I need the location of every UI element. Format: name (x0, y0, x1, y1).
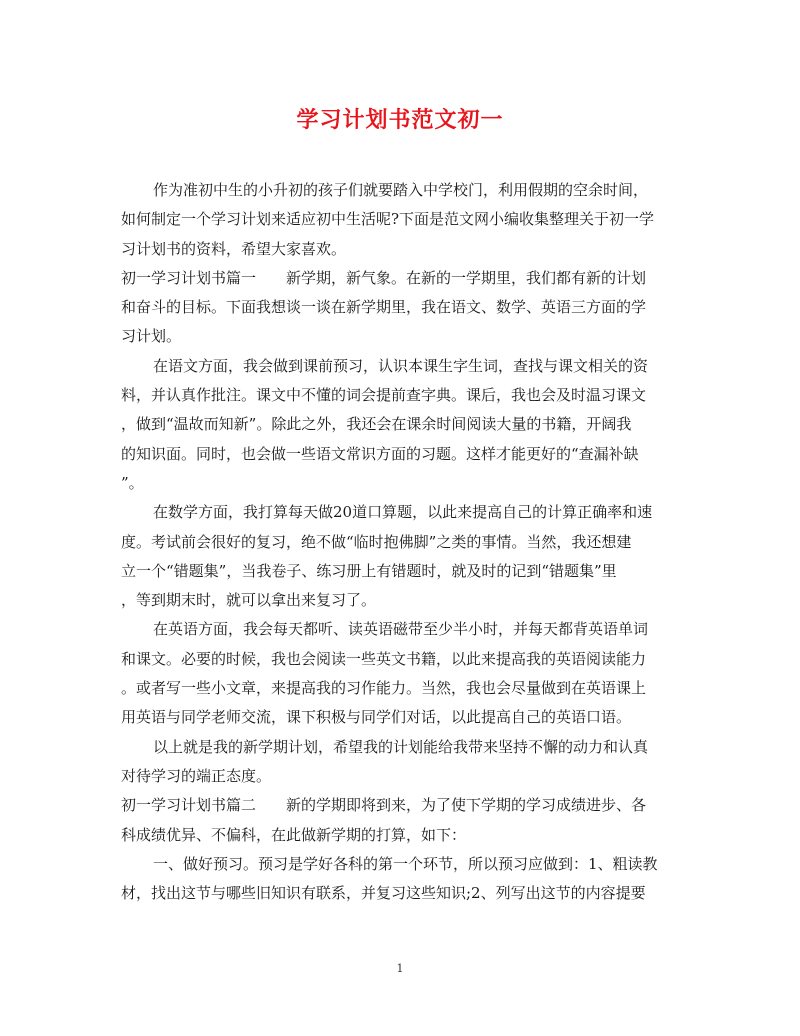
text-line: 如何制定一个学习计划来适应初中生活呢?下面是范文网小编收集整理关于初一学 (121, 210, 655, 229)
text-line: 。或者写一些小文章，来提高我的习作能力。当然，我也会尽量做到在英语课上 (121, 679, 647, 698)
text-line: 的知识面。同时，也会做一些语文常识方面的习题。这样才能更好的“查漏补缺 (121, 444, 639, 463)
text-line: 以上就是我的新学期计划，希望我的计划能给我带来坚持不懈的动力和认真 (153, 737, 649, 756)
text-line: 一、做好预习。预习是学好各科的第一个环节，所以预习应做到：1、粗读教 (153, 854, 658, 873)
text-line: 和奋斗的目标。下面我想谈一谈在新学期里，我在语文、数学、英语三方面的学 (121, 298, 647, 317)
text-line: 在数学方面，我打算每天做20道口算题，以此来提高自己的计算正确率和速 (153, 503, 653, 522)
text-line: 在语文方面，我会做到课前预习，认识本课生字生词，查找与课文相关的资 (153, 356, 649, 375)
text-line: 在英语方面，我会每天都听、读英语磁带至少半小时，并每天都背英语单词 (153, 620, 649, 639)
text-line: 对待学习的端正态度。 (121, 766, 272, 785)
text-line: 作为准初中生的小升初的孩子们就要踏入中学校门，利用假期的空余时间， (153, 181, 649, 199)
page-number: 1 (396, 962, 404, 975)
text-line: 初一学习计划书篇一 新学期，新气象。在新的一学期里，我们都有新的计划 (121, 268, 647, 287)
text-line: 初一学习计划书篇二 新的学期即将到来，为了使下学期的学习成绩进步、各 (121, 796, 647, 815)
text-line: 度。考试前会很好的复习，绝不做“临时抱佛脚”之类的事情。当然，我还想建 (121, 532, 632, 551)
document-title: 学习计划书范文初一 (296, 107, 504, 133)
text-line: ”。 (121, 473, 144, 492)
text-line: 材，找出这节与哪些旧知识有联系，并复习这些知识;2、列写出这节的内容提要 (121, 884, 646, 903)
text-line: 立一个“错题集”，当我卷子、练习册上有错题时，就及时的记到“错题集”里 (121, 561, 617, 580)
text-line: ，等到期末时，就可以拿出来复习了。 (121, 591, 377, 610)
text-line: 和课文。必要的时候，我也会阅读一些英文书籍，以此来提高我的英语阅读能力 (121, 649, 647, 668)
text-line: 习计划。 (121, 327, 182, 346)
text-line: 料，并认真作批注。课文中不懂的词会提前查字典。课后，我也会及时温习课文 (121, 386, 647, 405)
text-line: ，做到“温故而知新”。除此之外，我还会在课余时间阅读大量的书籍，开阔我 (121, 415, 632, 434)
text-line: 用英语与同学老师交流，课下积极与同学们对话，以此提高自己的英语口语。 (121, 708, 632, 727)
text-line: 科成绩优异、不偏科，在此做新学期的打算，如下： (121, 825, 467, 844)
text-line: 习计划书的资料，希望大家喜欢。 (121, 239, 347, 258)
document-body (121, 176, 691, 908)
